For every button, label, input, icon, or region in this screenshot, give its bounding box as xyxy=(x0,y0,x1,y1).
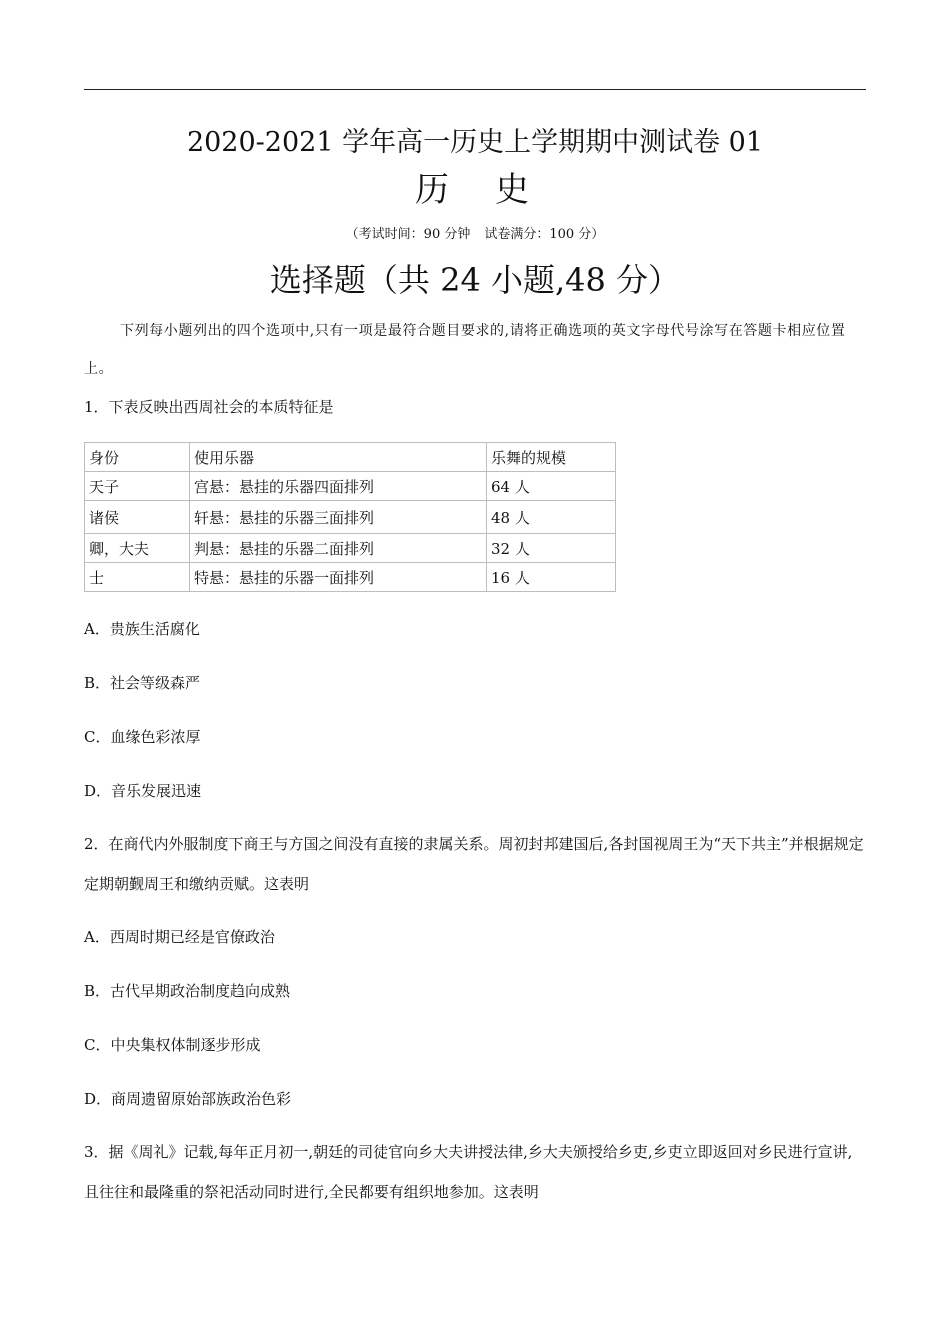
section-instructions: 下列每小题列出的四个选项中,只有一项是最符合题目要求的,请将正确选项的英文字母代号涂写在答题卡相应位置上。 xyxy=(84,323,846,377)
question-2-option-c: C．中央集权体制逐步形成 xyxy=(84,1036,261,1054)
table-cell: 诸侯 xyxy=(85,501,190,534)
exam-subject xyxy=(0,170,950,210)
table-row xyxy=(85,501,616,534)
table-cell: 士 xyxy=(85,563,190,592)
section-title: 选择题（共 24 小题,48 分） xyxy=(269,261,681,299)
table-cell: 宫悬：悬挂的乐器四面排列 xyxy=(190,472,487,501)
ritual-music-table xyxy=(84,442,616,592)
table-cell: 天子 xyxy=(85,472,190,501)
question-2-stem: 2．在商代内外服制度下商王与方国之间没有直接的隶属关系。周初封邦建国后,各封国视周王为“天下共主”并根据规定定期朝觐周王和缴纳贡赋。这表明 xyxy=(84,835,864,893)
table-cell: 判悬：悬挂的乐器二面排列 xyxy=(190,534,487,563)
exam-score: 试卷满分：100 分） xyxy=(484,227,605,242)
question-2-option-d: D．商周遗留原始部族政治色彩 xyxy=(84,1090,292,1108)
table-cell: 轩悬：悬挂的乐器三面排列 xyxy=(190,501,487,534)
subject-char-2: 史 xyxy=(495,170,535,210)
question-2-option-a: A．西周时期已经是官僚政治 xyxy=(84,928,275,946)
table-cell: 特悬：悬挂的乐器一面排列 xyxy=(190,563,487,592)
table-row xyxy=(85,472,616,501)
exam-title: 2020-2021 学年高一历史上学期期中测试卷 01 xyxy=(186,127,764,158)
table-row xyxy=(85,534,616,563)
exam-time: （考试时间：90 分钟 xyxy=(345,227,471,242)
question-1-option-a: A．贵族生活腐化 xyxy=(84,620,200,638)
table-cell: 卿，大夫 xyxy=(85,534,190,563)
question-1-option-d: D．音乐发展迅速 xyxy=(84,782,202,800)
table-header-cell: 身份 xyxy=(85,443,190,472)
subject-char-1: 历 xyxy=(415,170,455,210)
exam-info xyxy=(0,225,950,245)
question-1-stem: 1．下表反映出西周社会的本质特征是 xyxy=(84,398,334,416)
question-3-stem: 3．据《周礼》记载,每年正月初一,朝廷的司徒官向乡大夫讲授法律,乡大夫颁授给乡吏,乡吏立即返回对乡民进行宣讲,且往往和最隆重的祭祀活动同时进行,全民都要有组织地参加。这表明 xyxy=(84,1143,853,1201)
table-header-row xyxy=(85,443,616,472)
question-1-option-b: B．社会等级森严 xyxy=(84,674,201,692)
table-row xyxy=(85,563,616,592)
header-rule xyxy=(84,89,866,90)
table-cell: 16 人 xyxy=(487,563,616,592)
table-cell: 64 人 xyxy=(487,472,616,501)
question-2-option-b: B．古代早期政治制度趋向成熟 xyxy=(84,982,291,1000)
question-1-option-c: C．血缘色彩浓厚 xyxy=(84,728,201,746)
table-header-cell: 使用乐器 xyxy=(190,443,487,472)
table-cell: 48 人 xyxy=(487,501,616,534)
table-header-cell: 乐舞的规模 xyxy=(487,443,616,472)
table-cell: 32 人 xyxy=(487,534,616,563)
